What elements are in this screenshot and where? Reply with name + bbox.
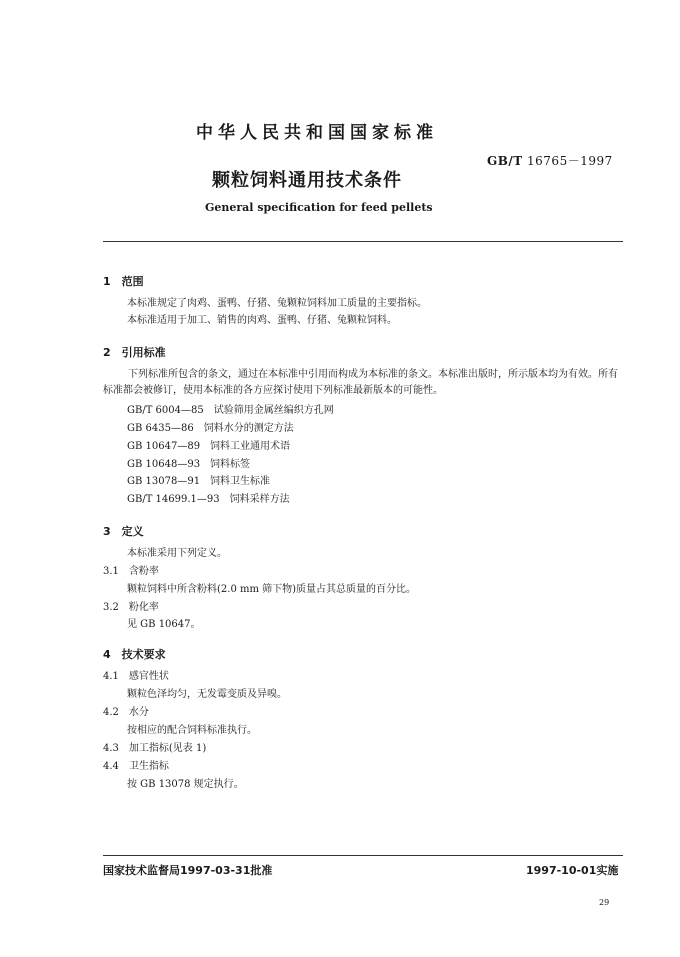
section-1-heading: 1 范围 [103,275,144,288]
requirement-4-1-text: 颗粒色泽均匀，无发霉变质及异嗅。 [127,689,287,700]
requirement-4-4-text: 按 GB 13078 规定执行。 [127,779,244,790]
requirement-4-1-title: 4.1 感官性状 [103,671,169,682]
definition-3-1-title: 3.1 含粉率 [103,566,159,577]
reference-item: GB 10648—93 饲料标签 [127,459,251,470]
national-standard-heading: 中华人民共和国国家标准 [196,123,438,143]
definition-3-1-text: 颗粒饲料中所含粉料(2.0 mm 筛下物)质量占其总质量的百分比。 [127,584,417,595]
requirement-4-2-text: 按相应的配合饲料标准执行。 [127,725,257,736]
reference-item: GB 6435—86 饲料水分的测定方法 [127,423,294,434]
effective-date: 1997-10-01实施 [526,864,619,877]
document-title-en: General specification for feed pellets [205,201,433,214]
section-2-heading: 2 引用标准 [103,346,166,359]
code-number: 16765－1997 [527,154,613,168]
reference-item: GB/T 14699.1—93 饲料采样方法 [127,494,290,505]
requirement-4-3-title: 4.3 加工指标(见表 1) [103,743,207,754]
requirement-4-2-title: 4.2 水分 [103,707,149,718]
issue-date: 国家技术监督局1997-03-31批准 [103,864,273,877]
section-3-intro: 本标准采用下列定义。 [127,548,227,559]
footer-divider [103,855,623,856]
section-1-line-1: 本标准规定了肉鸡、蛋鸭、仔猪、兔颗粒饲料加工质量的主要指标。 [127,298,427,309]
requirement-4-4-title: 4.4 卫生指标 [103,761,169,772]
code-prefix: GB/T [487,154,523,168]
section-1-line-2: 本标准适用于加工、销售的肉鸡、蛋鸭、仔猪、兔颗粒饲料。 [127,315,397,326]
page-number: 29 [599,898,610,907]
definition-3-2-text: 见 GB 10647。 [127,619,201,630]
reference-item: GB 10647—89 饲料工业通用术语 [127,441,291,452]
reference-item: GB 13078—91 饲料卫生标准 [127,476,271,487]
definition-3-2-title: 3.2 粉化率 [103,602,159,613]
document-title-zh: 颗粒饲料通用技术条件 [212,170,402,191]
section-2-intro: 下列标准所包含的条文，通过在本标准中引用而构成为本标准的条文。本标准出版时，所示版本均为有效。所有标准都会被修订，使用本标准的各方应探讨使用下列标准最新版本的可能性。 [103,369,618,396]
section-3-heading: 3 定义 [103,525,144,538]
header-divider [103,241,623,242]
reference-item: GB/T 6004—85 试验筛用金属丝编织方孔网 [127,405,334,416]
section-4-heading: 4 技术要求 [103,648,166,661]
standard-code [487,152,613,169]
